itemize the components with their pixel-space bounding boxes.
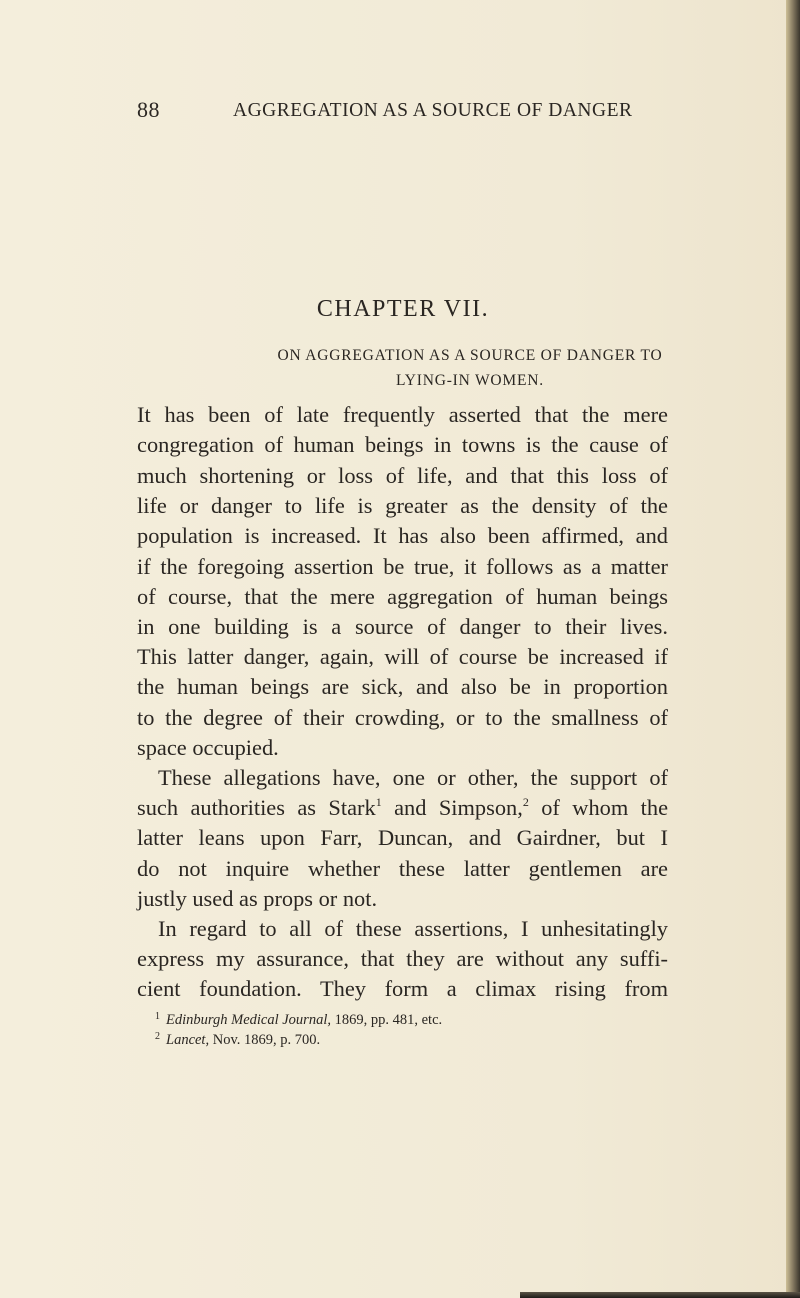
body-line: do not inquire whether these latter gentlemen are [137, 856, 668, 881]
chapter-subtitle-line-1: ON AGGREGATION AS A SOURCE OF DANGER TO [277, 347, 663, 364]
body-line: if the foregoing assertion be true, it follows as a matter [137, 554, 668, 579]
body-line: much shortening or loss of life, and that this loss of [137, 463, 668, 488]
body-line: In regard to all of these assertions, I unhesitatingly [158, 916, 668, 941]
footnote-mark: 1 [155, 1011, 160, 1022]
body-line: of course, that the mere aggregation of human beings [137, 584, 668, 609]
chapter-subtitle-line-2: LYING-IN WOMEN. [396, 372, 544, 389]
body-line: latter leans upon Farr, Duncan, and Gairdner, but I [137, 825, 668, 850]
body-line: life or danger to life is greater as the density of the [137, 493, 668, 518]
footnote-reference: 2 [522, 795, 529, 809]
footnote-mark: 2 [155, 1031, 160, 1042]
running-title: AGGREGATION AS A SOURCE OF DANGER [233, 100, 633, 121]
footnote-reference: 1 [375, 795, 382, 809]
body-line: space occupied. [137, 735, 279, 760]
body-text-segment: such authorities as Stark [137, 795, 376, 820]
body-text-segment: of whom the [528, 795, 669, 820]
body-line: population is increased. It has also been affirmed, and [137, 523, 668, 548]
footnote-details: Nov. 1869, p. 700. [209, 1032, 321, 1048]
page-number: 88 [137, 97, 160, 122]
body-line: justly used as props or not. [137, 886, 378, 911]
footnote [155, 1031, 655, 1049]
body-line: to the degree of their crowding, or to the smallness of [137, 705, 668, 730]
body-line: express my assurance, that they are without any suffi- [137, 946, 668, 971]
body-line: in one building is a source of danger to their lives. [137, 614, 668, 639]
page-bottom-shadow [520, 1292, 800, 1298]
body-line: the human beings are sick, and also be in proportion [137, 674, 668, 699]
body-line: It has been of late frequently asserted that the mere [137, 402, 668, 427]
body-text-segment: and Simpson, [381, 795, 523, 820]
body-line: congregation of human beings in towns is the cause of [137, 432, 668, 457]
footnote [155, 1011, 655, 1029]
footnote-source: Edinburgh Medical Journal, [166, 1012, 331, 1028]
page-binding-edge [786, 0, 800, 1298]
footnote-details: 1869, pp. 481, etc. [330, 1012, 443, 1028]
body-line: These allegations have, one or other, the support of [158, 765, 668, 790]
body-line-with-references [137, 795, 668, 821]
body-line: This latter danger, again, will of course be increased if [137, 644, 668, 669]
chapter-title: CHAPTER VII. [316, 296, 490, 322]
footnote-source: Lancet, [166, 1032, 210, 1048]
body-line: cient foundation. They form a climax rising from [137, 976, 668, 1001]
